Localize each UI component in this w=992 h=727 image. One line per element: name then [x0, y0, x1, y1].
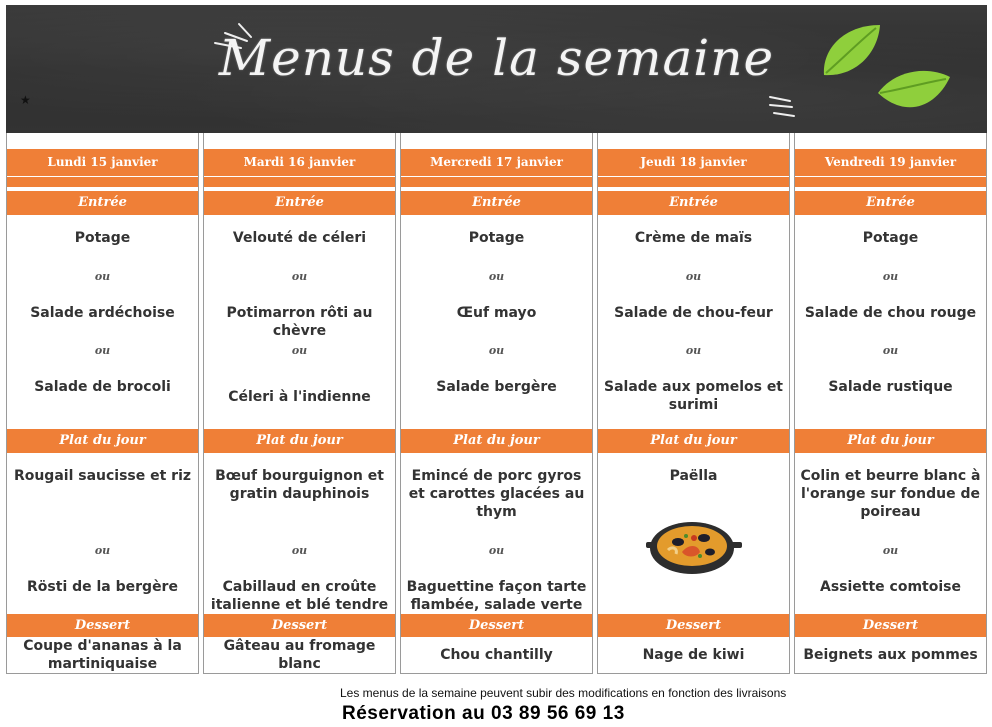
dessert-label: Dessert — [401, 614, 592, 637]
menu-item: Salade bergère — [436, 379, 557, 395]
plat-label: Plat du jour — [401, 429, 592, 453]
day-column-wednesday — [400, 133, 593, 674]
entree-label: Entrée — [7, 191, 198, 215]
or-separator: ou — [488, 544, 505, 557]
divider-band — [401, 177, 592, 187]
divider-band — [795, 177, 986, 187]
menu-item: Salade ardéchoise — [30, 305, 175, 321]
day-column-thursday — [597, 133, 790, 674]
menu-item: Baguettine façon tarte flambée, salade verte — [406, 579, 587, 613]
divider-band — [598, 177, 789, 187]
plat-label: Plat du jour — [795, 429, 986, 453]
menu-item: Bœuf bourguignon et gratin dauphinois — [215, 468, 384, 502]
dessert-label: Dessert — [598, 614, 789, 637]
menu-item: Potage — [862, 230, 919, 246]
entree-label: Entrée — [401, 191, 592, 215]
menu-item: Beignets aux pommes — [803, 647, 978, 663]
menu-item: Gâteau au fromage blanc — [223, 638, 376, 672]
or-separator: ou — [882, 270, 899, 283]
or-separator: ou — [685, 270, 702, 283]
chalk-marks-icon — [766, 91, 802, 125]
dessert-label: Dessert — [795, 614, 986, 637]
dessert-label: Dessert — [204, 614, 395, 637]
or-separator: ou — [488, 344, 505, 357]
menu-item: Chou chantilly — [440, 647, 553, 663]
plat-label: Plat du jour — [598, 429, 789, 453]
entree-label: Entrée — [204, 191, 395, 215]
menu-item: Potage — [468, 230, 525, 246]
menu-item: Coupe d'ananas à la martiniquaise — [23, 638, 182, 672]
day-header: Vendredi 19 janvier — [795, 149, 986, 176]
menu-item: Emincé de porc gyros et carottes glacées au thym — [408, 468, 585, 520]
menu-item: Potage — [74, 230, 131, 246]
dessert-label: Dessert — [7, 614, 198, 637]
menu-item: Nage de kiwi — [642, 647, 745, 663]
day-column-tuesday — [203, 133, 396, 674]
menu-item: Paëlla — [669, 468, 718, 484]
menu-item: Rösti de la bergère — [27, 579, 178, 595]
day-header: Mardi 16 janvier — [204, 149, 395, 176]
plat-label: Plat du jour — [204, 429, 395, 453]
entree-label: Entrée — [795, 191, 986, 215]
menu-item: Rougail saucisse et riz — [13, 468, 192, 484]
menu-item: Crème de maïs — [634, 230, 753, 246]
menu-item: Cabillaud en croûte italienne et blé tendre — [210, 579, 389, 613]
or-separator: ou — [488, 270, 505, 283]
menu-item: Salade de chou rouge — [804, 305, 977, 321]
or-separator: ou — [94, 344, 111, 357]
day-header: Jeudi 18 janvier — [598, 149, 789, 176]
or-separator: ou — [685, 344, 702, 357]
paella-image — [644, 508, 744, 580]
entree-label: Entrée — [598, 191, 789, 215]
menu-item: Salade de brocoli — [34, 379, 171, 395]
menu-item: Colin et beurre blanc à l'orange sur fondue de poireau — [800, 468, 981, 520]
menu-item: Salade aux pomelos et surimi — [603, 379, 784, 413]
or-separator: ou — [94, 270, 111, 283]
plat-label: Plat du jour — [7, 429, 198, 453]
footer-note: Les menus de la semaine peuvent subir des modifications en fonction des livraisons — [340, 686, 787, 700]
day-header: Mercredi 17 janvier — [401, 149, 592, 176]
menu-item: Salade rustique — [828, 379, 953, 395]
menu-item: Assiette comtoise — [820, 579, 961, 595]
reservation-phone: Réservation au 03 89 56 69 13 — [342, 703, 625, 724]
or-separator: ou — [94, 544, 111, 557]
or-separator: ou — [882, 344, 899, 357]
or-separator: ou — [291, 270, 308, 283]
menu-item: Velouté de céleri — [232, 230, 367, 246]
page-title: Menus de la semaine — [218, 29, 775, 87]
divider-band — [204, 177, 395, 187]
menu-item: Salade de chou-feur — [614, 305, 773, 321]
star-icon: ★ — [20, 93, 31, 107]
day-column-friday — [794, 133, 987, 674]
leaf-icon — [874, 63, 954, 121]
divider-band — [7, 177, 198, 187]
day-header: Lundi 15 janvier — [7, 149, 198, 176]
or-separator: ou — [882, 544, 899, 557]
menu-item: Potimarron rôti au chèvre — [226, 305, 373, 339]
day-column-monday — [6, 133, 199, 674]
chalkboard-header — [6, 5, 987, 133]
or-separator: ou — [291, 544, 308, 557]
or-separator: ou — [291, 344, 308, 357]
menu-item: Œuf mayo — [456, 305, 537, 321]
menu-item: Céleri à l'indienne — [228, 389, 371, 405]
